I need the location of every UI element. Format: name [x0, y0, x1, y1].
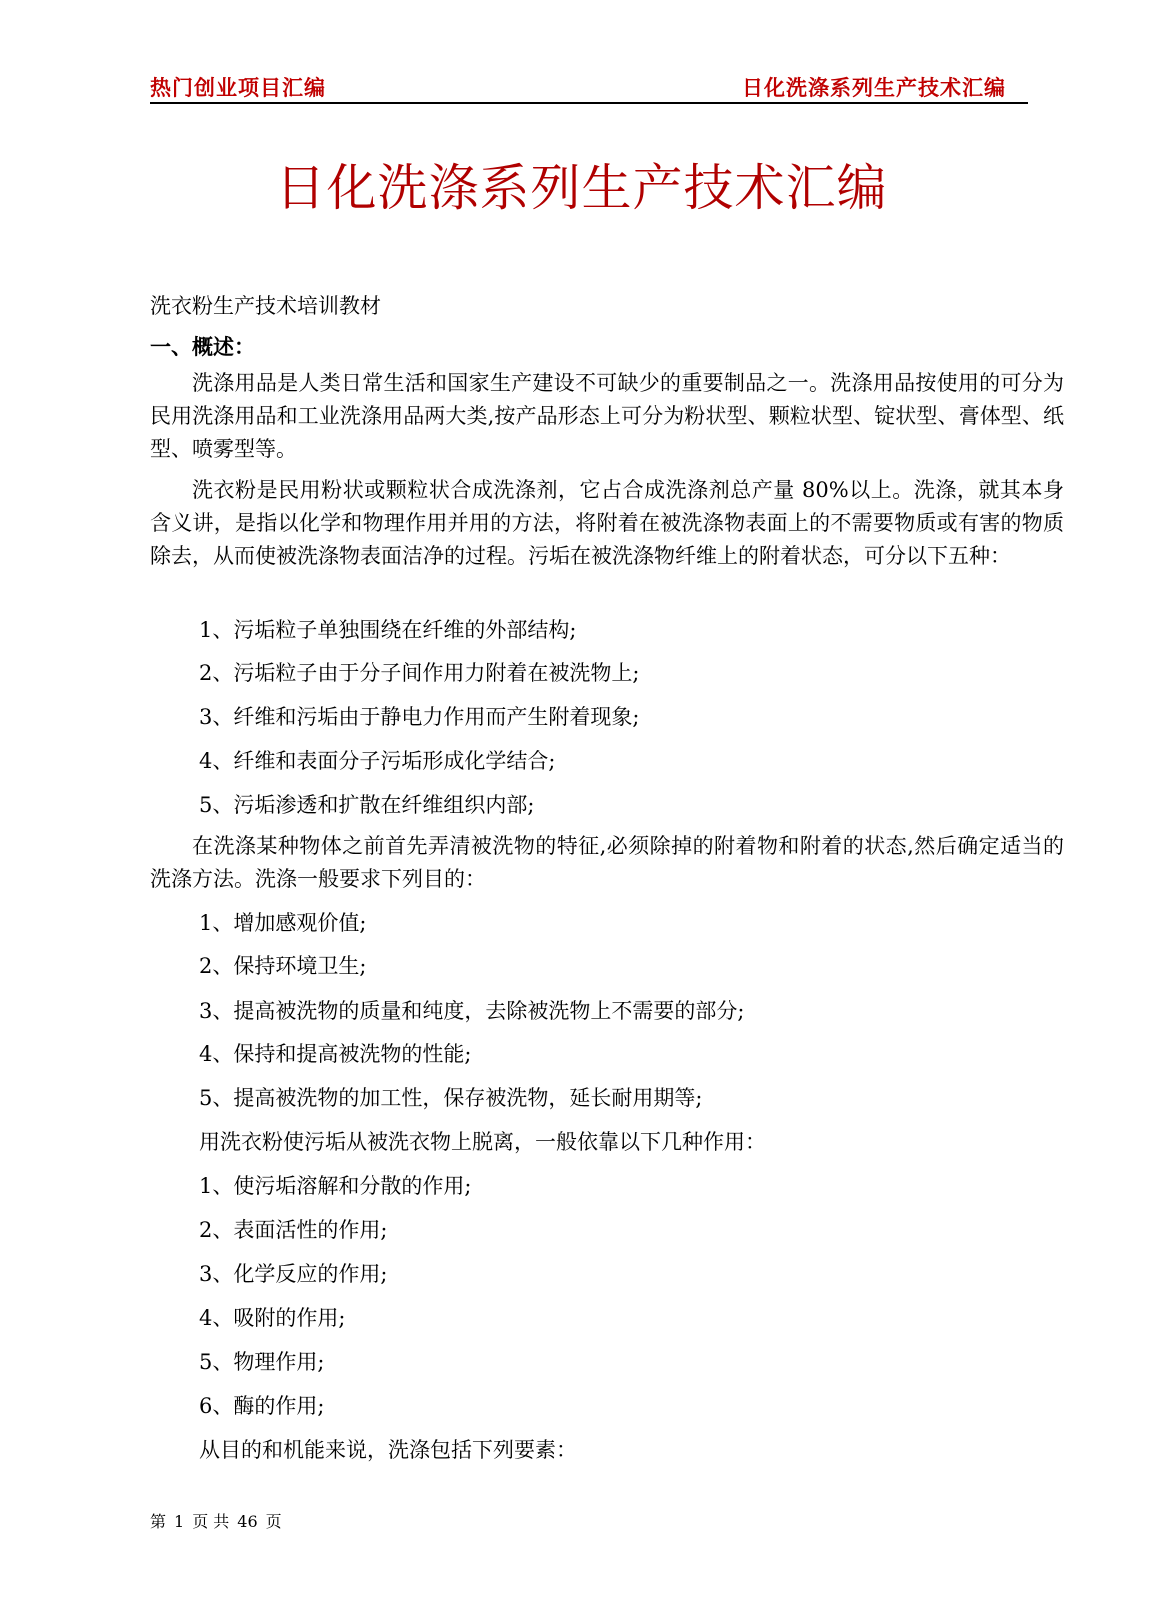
page-header [150, 72, 1028, 104]
footer-suffix: 页 [265, 1512, 282, 1531]
list3-item: 5、物理作用; [199, 1350, 325, 1374]
list1-item: 1、污垢粒子单独围绕在纤维的外部结构; [199, 618, 577, 642]
footer-prefix: 第 [150, 1512, 167, 1531]
list2-item: 5、提高被洗物的加工性，保存被洗物，延长耐用期等; [199, 1086, 703, 1110]
paragraph-3: 在洗涤某种物体之前首先弄清被洗物的特征,必须除掉的附着物和附着的状态,然后确定适当的洗涤方法。洗涤一般要求下列目的： [150, 834, 1064, 891]
paragraph-5: 从目的和机能来说，洗涤包括下列要素： [199, 1438, 577, 1462]
list2-item: 2、保持环境卫生; [199, 954, 367, 978]
paragraph-2: 洗衣粉是民用粉状或颗粒状合成洗涤剂，它占合成洗涤剂总产量 80%以上。洗涤，就其本身含义讲，是指以化学和物理作用并用的方法，将附着在被洗涤物表面上的不需要物质或有害的物质除去，从而使被洗涤物表面洁净的过程。污垢在被洗涤物纤维上的附着状态，可分以下五种： [150, 478, 1064, 568]
footer-mid: 页 共 [192, 1512, 230, 1531]
header-left-text: 热门创业项目汇编 [150, 75, 326, 100]
list1-item: 2、污垢粒子由于分子间作用力附着在被洗物上; [199, 661, 640, 685]
footer-page-number: 1 [174, 1512, 185, 1531]
page-footer [150, 1509, 290, 1532]
list1-item: 3、纤维和污垢由于静电力作用而产生附着现象; [199, 705, 640, 729]
list2-item: 3、提高被洗物的质量和纯度，去除被洗物上不需要的部分; [199, 999, 745, 1023]
header-right-text: 日化洗涤系列生产技术汇编 [742, 75, 1006, 100]
list3-item: 2、表面活性的作用; [199, 1218, 388, 1242]
list3-item: 1、使污垢溶解和分散的作用; [199, 1174, 472, 1198]
list1-item: 4、纤维和表面分子污垢形成化学结合; [199, 749, 556, 773]
paragraph-1: 洗涤用品是人类日常生活和国家生产建设不可缺少的重要制品之一。洗涤用品按使用的可分为民用洗涤用品和工业洗涤用品两大类,按产品形态上可分为粉状型、颗粒状型、锭状型、膏体型、纸型、喷雾型等。 [150, 371, 1064, 461]
list3-item: 6、酶的作用; [199, 1394, 325, 1418]
document-subtitle: 洗衣粉生产技术培训教材 [150, 294, 381, 318]
list1-item: 5、污垢渗透和扩散在纤维组织内部; [199, 793, 535, 817]
footer-total-pages: 46 [237, 1512, 258, 1531]
paragraph-4: 用洗衣粉使污垢从被洗衣物上脱离，一般依靠以下几种作用： [199, 1130, 766, 1154]
list3-item: 3、化学反应的作用; [199, 1262, 388, 1286]
list2-item: 4、保持和提高被洗物的性能; [199, 1042, 472, 1066]
list3-item: 4、吸附的作用; [199, 1306, 346, 1330]
list2-item: 1、增加感观价值; [199, 911, 367, 935]
section-heading-overview: 一、概述： [150, 335, 255, 359]
document-title: 日化洗涤系列生产技术汇编 [275, 159, 888, 217]
